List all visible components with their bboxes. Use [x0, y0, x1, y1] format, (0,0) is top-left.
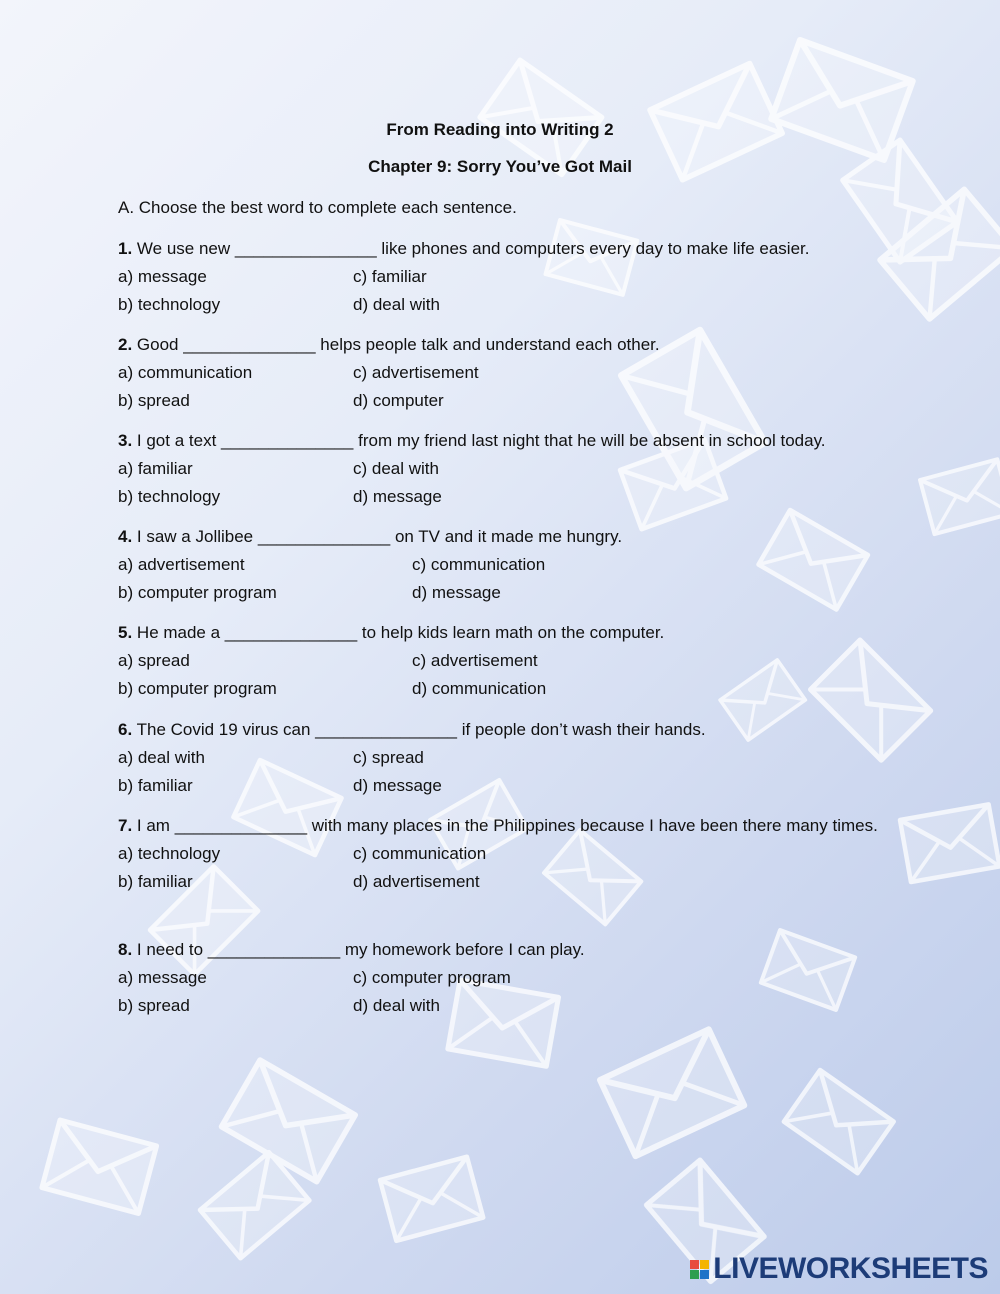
- question-text: I need to ______________ my homework before I can play.: [132, 940, 585, 959]
- question-7: [118, 812, 898, 896]
- option-d[interactable]: d) advertisement: [353, 872, 480, 891]
- question-number: 2.: [118, 335, 133, 354]
- option-c[interactable]: c) spread: [353, 748, 424, 767]
- question-3: [118, 427, 898, 511]
- option-c[interactable]: c) computer program: [353, 968, 511, 987]
- option-c[interactable]: c) deal with: [353, 459, 439, 478]
- option-a[interactable]: a) familiar: [118, 459, 193, 478]
- option-c[interactable]: c) advertisement: [412, 651, 538, 670]
- option-grid: [118, 551, 898, 607]
- option-d[interactable]: d) communication: [412, 679, 547, 698]
- option-a[interactable]: a) deal with: [118, 748, 205, 767]
- option-c[interactable]: c) communication: [412, 555, 546, 574]
- option-c[interactable]: c) advertisement: [353, 363, 479, 382]
- question-4: [118, 523, 898, 607]
- option-grid: [118, 840, 898, 896]
- option-b[interactable]: b) computer program: [118, 583, 277, 602]
- option-grid: [118, 744, 898, 800]
- question-5: [118, 619, 898, 703]
- option-grid: [118, 263, 898, 319]
- liveworksheets-logo: [690, 1252, 988, 1286]
- option-c[interactable]: c) familiar: [353, 267, 427, 286]
- question-number: 7.: [118, 816, 133, 835]
- option-a[interactable]: a) technology: [118, 844, 221, 863]
- question-number: 5.: [118, 623, 133, 642]
- option-b[interactable]: b) spread: [118, 996, 190, 1015]
- instruction-text: A. Choose the best word to complete each sentence.: [118, 198, 517, 217]
- question-text: We use new _______________ like phones and computers every day to make life easier.: [132, 239, 810, 258]
- option-b[interactable]: b) familiar: [118, 872, 193, 891]
- question-text: I am ______________ with many places in the Philippines because I have been there many times.: [132, 816, 878, 835]
- option-d[interactable]: d) message: [353, 487, 442, 506]
- option-b[interactable]: b) spread: [118, 391, 190, 410]
- brand-name: LIVEWORKSHEETS: [713, 1252, 988, 1285]
- option-grid: [118, 359, 898, 415]
- question-number: 1.: [118, 239, 133, 258]
- option-c[interactable]: c) communication: [353, 844, 487, 863]
- question-text: I got a text ______________ from my friend last night that he will be absent in school today.: [132, 431, 826, 450]
- chapter-title: Chapter 9: Sorry You’ve Got Mail: [368, 157, 632, 176]
- option-a[interactable]: a) message: [118, 267, 207, 286]
- question-text: He made a ______________ to help kids learn math on the computer.: [132, 623, 665, 642]
- question-6: [118, 716, 898, 800]
- liveworksheets-badge-icon: [690, 1260, 709, 1279]
- question-1: [118, 235, 898, 319]
- question-stem: [118, 619, 898, 647]
- question-number: 8.: [118, 940, 133, 959]
- option-a[interactable]: a) communication: [118, 363, 253, 382]
- option-d[interactable]: d) message: [412, 583, 501, 602]
- question-2: [118, 331, 898, 415]
- question-stem: [118, 235, 898, 263]
- question-text: Good ______________ helps people talk and understand each other.: [132, 335, 660, 354]
- option-a[interactable]: a) message: [118, 968, 207, 987]
- question-number: 3.: [118, 431, 133, 450]
- question-number: 6.: [118, 720, 133, 739]
- question-text: I saw a Jollibee ______________ on TV and it made me hungry.: [132, 527, 623, 546]
- option-b[interactable]: b) familiar: [118, 776, 193, 795]
- option-b[interactable]: b) technology: [118, 295, 221, 314]
- option-d[interactable]: d) message: [353, 776, 442, 795]
- option-b[interactable]: b) technology: [118, 487, 221, 506]
- option-a[interactable]: a) spread: [118, 651, 190, 670]
- option-grid: [118, 964, 898, 1020]
- worksheet-title: From Reading into Writing 2: [386, 120, 614, 139]
- question-stem: [118, 427, 898, 455]
- option-a[interactable]: a) advertisement: [118, 555, 245, 574]
- question-number: 4.: [118, 527, 133, 546]
- option-d[interactable]: d) computer: [353, 391, 444, 410]
- option-grid: [118, 455, 898, 511]
- option-b[interactable]: b) computer program: [118, 679, 277, 698]
- question-stem: [118, 523, 898, 551]
- option-d[interactable]: d) deal with: [353, 996, 440, 1015]
- option-grid: [118, 647, 898, 703]
- question-stem: [118, 716, 898, 744]
- question-stem: [118, 812, 898, 840]
- question-text: The Covid 19 virus can _______________ if people don’t wash their hands.: [132, 720, 706, 739]
- option-d[interactable]: d) deal with: [353, 295, 440, 314]
- question-8: [118, 936, 898, 1020]
- question-stem: [118, 936, 898, 964]
- question-stem: [118, 331, 898, 359]
